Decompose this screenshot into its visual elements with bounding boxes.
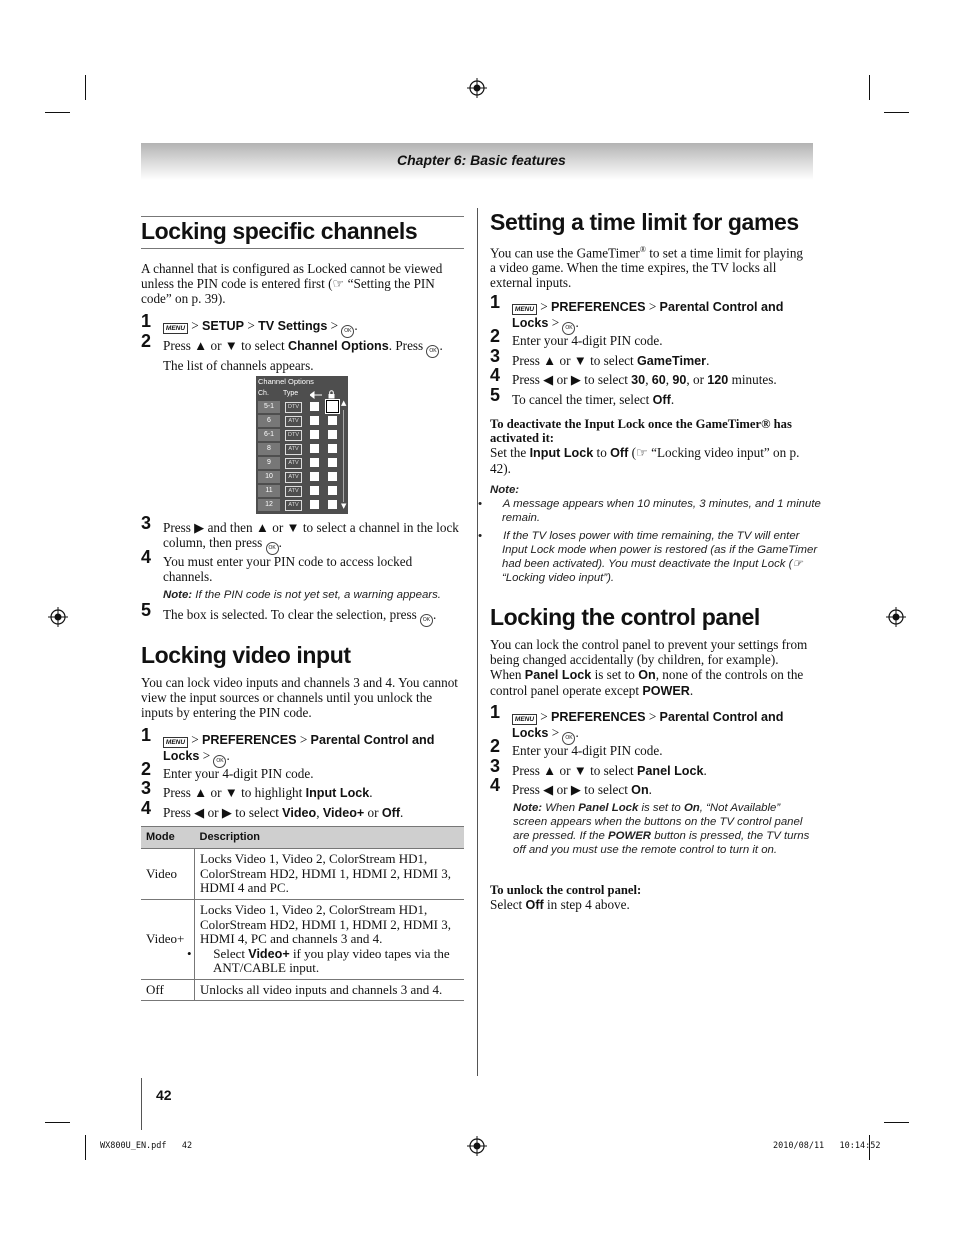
step-2: 2 Enter your 4-digit PIN code. xyxy=(141,759,314,781)
step-5: 5 The box is selected. To clear the selection, press OK . xyxy=(163,607,468,627)
table-header xyxy=(141,827,464,849)
table-row: Off Unlocks all video inputs and channels 3 and 4. xyxy=(141,979,464,1001)
crop-mark xyxy=(85,75,86,100)
registration-mark-icon xyxy=(48,607,68,627)
skip-icon xyxy=(310,391,322,399)
channel-row[interactable]: 12 ATV xyxy=(258,499,340,511)
ok-icon: OK xyxy=(266,542,279,555)
menu-icon: MENU xyxy=(163,323,188,334)
section-rule xyxy=(141,216,464,217)
step-5: 5 To cancel the timer, select Off. xyxy=(490,385,675,407)
footer-date: 2010/08/11 10:14:52 xyxy=(773,1141,881,1151)
intro-paragraph: A channel that is configured as Locked cannot be viewed unless the PIN code is entered first (☞ “Setting the PIN code” on p. 39). xyxy=(141,261,443,306)
header-description: Description xyxy=(195,827,465,849)
crop-mark xyxy=(45,1122,70,1123)
header-mode: Mode xyxy=(141,827,195,849)
ok-icon: OK xyxy=(341,325,354,338)
page-number: 42 xyxy=(156,1087,172,1103)
note: Note: If the PIN code is not yet set, a warning appears. xyxy=(163,589,441,601)
channel-row[interactable]: 11 ATV xyxy=(258,485,340,497)
chapter-banner xyxy=(141,143,813,180)
lock-checkbox-selected xyxy=(326,400,339,413)
step-3: 3 Press ▶ and then ▲ or ▼ to select a channel in the lock column, then press OK . xyxy=(163,520,463,555)
ok-icon: OK xyxy=(562,322,575,335)
ok-icon: OK xyxy=(562,732,575,745)
scrollbar[interactable] xyxy=(343,410,344,502)
ok-icon: OK xyxy=(426,345,439,358)
table-row: Video Locks Video 1, Video 2, ColorStream HD1, ColorStream HD2, HDMI 1, HDMI 2, HDMI 3, HDMI 4 and PC. xyxy=(141,849,464,900)
note-bullet: • A message appears when 10 minutes, 3 minutes, and 1 minute remain. xyxy=(478,498,821,524)
mode-table xyxy=(141,826,464,1001)
menu-icon: MENU xyxy=(512,304,537,315)
section-title: Locking specific channels xyxy=(141,218,418,244)
bullet-item: • Select Video+ if you play video tapes via the ANT/CABLE input. xyxy=(187,945,450,975)
registration-mark-icon xyxy=(467,1136,487,1156)
step-1: 1 MENU > PREFERENCES > Parental Control and Locks > OK . xyxy=(512,709,812,745)
lock-icon xyxy=(328,390,335,399)
step-3: 3 Press ▲ or ▼ to select Panel Lock. xyxy=(490,756,707,778)
crop-mark xyxy=(85,1135,86,1160)
step-2: 2 Press ▲ or ▼ to select Channel Options. Press OK . The list of channels appears. xyxy=(141,331,443,373)
channel-row[interactable]: 5-1 DTV xyxy=(258,401,340,413)
section-title: Locking the control panel xyxy=(490,604,760,630)
step-1: 1 MENU > SETUP > TV Settings > OK . xyxy=(163,318,463,338)
channel-row[interactable]: 6-1 DTV xyxy=(258,429,340,441)
column-divider xyxy=(477,208,478,1076)
step-3: 3 Press ▲ or ▼ to select GameTimer. xyxy=(490,346,710,368)
crop-mark xyxy=(869,75,870,100)
ok-icon: OK xyxy=(213,755,226,768)
table-row: Video+ Locks Video 1, Video 2, ColorStream HD1, ColorStream HD2, HDMI 1, HDMI 2, HDMI 3, HDMI 4, PC and channels 3 and 4. • Select Video+ if you play video tapes via the ANT/CABLE input. xyxy=(141,900,464,980)
section-title: Locking video input xyxy=(141,642,351,668)
registration-mark-icon xyxy=(886,607,906,627)
channel-row[interactable]: 9 ATV xyxy=(258,457,340,469)
intro-paragraph: You can use the GameTimer® to set a time limit for playing a video game. When the time expires, the TV locks all external inputs. xyxy=(490,245,804,291)
section-rule xyxy=(141,248,464,249)
registration-mark-icon xyxy=(467,78,487,98)
screen-header: Channel Options xyxy=(258,377,314,386)
unlock-heading: To unlock the control panel: xyxy=(490,883,642,897)
note: Note: When Panel Lock is set to On, “Not Available” screen appears when the buttons on the TV control panel are pressed. If the POWER button is pressed, the TV turns off and you must use the remote control to turn it on. xyxy=(513,802,810,856)
col-type: Type xyxy=(283,390,299,397)
col-ch: Ch. xyxy=(258,390,269,397)
note-bullet: • If the TV loses power with time remaining, the TV will enter Input Lock mode when power is restored (as if the GameTimer had been activated). You must deactivate the Input Lock (☞ “Locking video input”). xyxy=(478,530,818,584)
unlock-text: Select Off in step 4 above. xyxy=(490,897,630,912)
scroll-up-icon[interactable]: ▲ xyxy=(341,399,347,407)
step-4: 4 Press ◀ or ▶ to select On. xyxy=(490,775,652,797)
step-2: 2 Enter your 4-digit PIN code. xyxy=(490,736,663,758)
step-4: 4 Press ◀ or ▶ to select Video, Video+ or Off. xyxy=(141,798,404,820)
scroll-down-icon[interactable]: ▼ xyxy=(341,502,347,510)
crop-mark xyxy=(45,112,70,113)
chapter-title: Chapter 6: Basic features xyxy=(397,152,566,168)
page-number-rule xyxy=(141,1078,142,1130)
menu-icon: MENU xyxy=(512,714,537,725)
channel-row[interactable]: 6 ATV xyxy=(258,415,340,427)
note-label: Note: xyxy=(163,589,193,601)
channel-row[interactable]: 10 ATV xyxy=(258,471,340,483)
section-title: Setting a time limit for games xyxy=(490,209,799,235)
intro-paragraph: You can lock video inputs and channels 3 and 4. You cannot view the input sources or channels until you unlock the inputs by entering the PIN code. xyxy=(141,675,458,720)
note-label: Note: xyxy=(490,484,520,496)
crop-mark xyxy=(884,112,909,113)
step-1: 1 MENU > PREFERENCES > Parental Control and Locks > OK . xyxy=(163,732,463,768)
menu-icon: MENU xyxy=(163,737,188,748)
step-1: 1 MENU > PREFERENCES > Parental Control and Locks > OK . xyxy=(512,299,812,335)
step-4: 4 Press ◀ or ▶ to select 30, 60, 90, or 120 minutes. xyxy=(490,365,777,387)
step-4: 4 You must enter your PIN code to access locked channels. xyxy=(141,547,413,584)
intro-paragraph: You can lock the control panel to prevent your settings from being changed accidentally (by children, for example). When Panel Lock is set to On, none of the controls on the control panel operate except POWER. xyxy=(490,637,808,698)
deactivate-heading: To deactivate the Input Lock once the GameTimer® has activated it: xyxy=(490,417,792,445)
step-2: 2 Enter your 4-digit PIN code. xyxy=(490,326,663,348)
deactivate-text: Set the Input Lock to Off (☞ “Locking video input” on p. 42). xyxy=(490,445,800,476)
channel-options-screen xyxy=(256,376,348,514)
channel-row[interactable]: 8 ATV xyxy=(258,443,340,455)
footer-file: WX800U_EN.pdf 42 xyxy=(100,1141,193,1151)
crop-mark xyxy=(884,1122,909,1123)
step-3: 3 Press ▲ or ▼ to highlight Input Lock. xyxy=(141,778,373,800)
ok-icon: OK xyxy=(420,614,433,627)
